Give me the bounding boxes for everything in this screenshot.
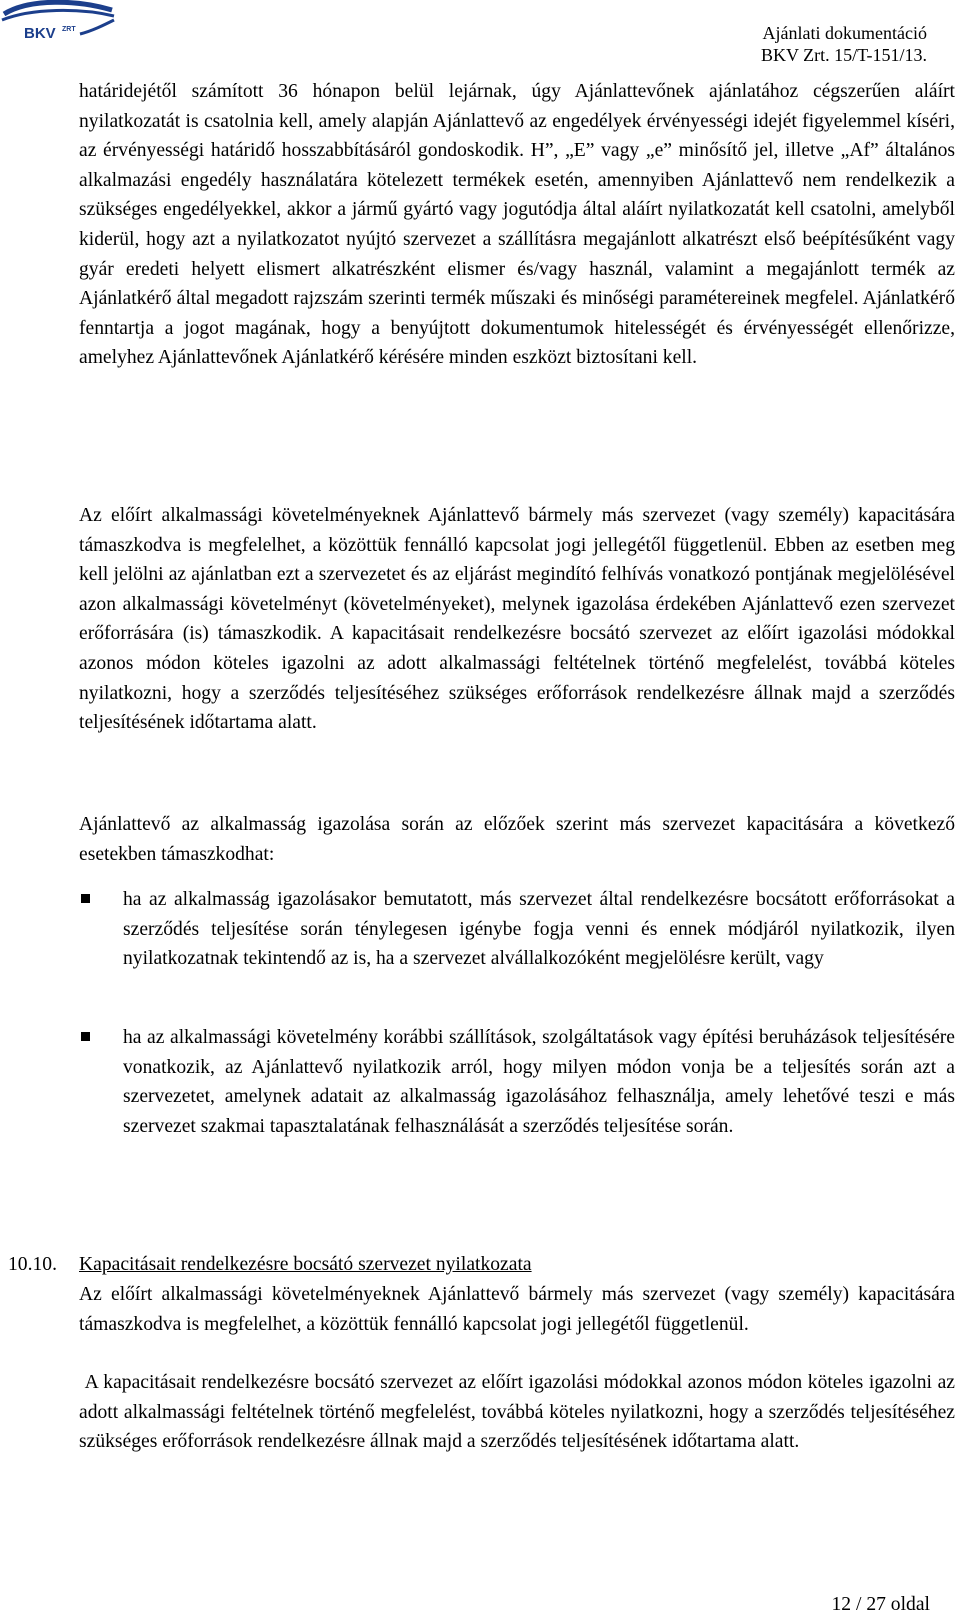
bullet-square-icon bbox=[81, 1032, 90, 1041]
paragraph-cases-intro: Ajánlattevő az alkalmasság igazolása során az előzőek szerint más szervezet kapacitására a következő esetekben támaszkodhat: bbox=[79, 814, 955, 865]
document-title: Ajánlati dokumentáció bbox=[762, 23, 927, 43]
section-heading bbox=[8, 1250, 532, 1280]
paragraph-permits: határidejétől számított 36 hónapon belül lejárnak, úgy Ajánlattevőnek ajánlatához cégszerűen aláírt nyilatkozatát is csatolnia kell, amely alapján Ajánlattevő az engedélyek érvényességi idejét figyelemmel kíséri, az érvényességi határidő hosszabbításáról gondoskodik. H”, „E” vagy „e” minősítő jel, illetve „Af” általános alkalmazási engedély használatára kötelezett termékek esetén, amennyiben Ajánlattevő nem rendelkezik a szükséges engedélyekkel, akkor a jármű gyártó vagy jogutódja által aláírt nyilatkozatát kell csatolni, amelyből kiderül, hogy azt a nyilatkozatot nyújtó szervezet a szállításra megajánlott alkatrészt első beépítésűként vagy gyár eredeti helyett elismert alkatrészként elismer és/vagy használ, valamint a megajánlott termék az Ajánlatkérő által megadott rajzszám szerinti termék műszaki és minőségi paramétereinek megfelel. Ajánlatkérő fenntartja a jogot magának, hogy a benyújtott dokumentumok hitelességét és érvényességét ellenőrizze, amelyhez Ajánlattevőnek Ajánlatkérő kérésére minden eszközt biztosítani kell. bbox=[79, 81, 955, 369]
section-title: Kapacitásait rendelkezésre bocsátó szervezet nyilatkozata bbox=[79, 1254, 532, 1275]
list-item-text: ha az alkalmasság igazolásakor bemutatott, más szervezet által rendelkezésre bocsátott erőforrásokat a szerződés teljesítése során ténylegesen igénybe fogja venni és ennek módjáról nyilatkozik, ilyen nyilatkozatnak tekintendő az is, ha a szervezet alvállalkozóként megjelölésre került, vagy bbox=[123, 889, 955, 970]
section-number: 10.10. bbox=[8, 1254, 57, 1275]
paragraph-section-verification: A kapacitásait rendelkezésre bocsátó szervezet az előírt igazolási módokkal azonos módon köteles igazolni az adott alkalmassági feltételnek történő megfelelést, továbbá köteles nyilatkozni, hogy a szerződés teljesítéséhez szükséges erőforrások rendelkezésre állnak majd a szerződés teljesítésének időtartama alatt. bbox=[79, 1372, 960, 1453]
logo-superscript: ZRT bbox=[62, 26, 76, 33]
page-number: 12 / 27 oldal bbox=[831, 1594, 930, 1615]
paragraph-capacity-reliance: Az előírt alkalmassági követelményeknek Ajánlattevő bármely más szervezet (vagy személy) kapacitására támaszkodva is megfelelhet, a közöttük fennálló kapcsolat jogi jellegétől függetlenül. Ebben az esetben meg kell jelölni az ajánlatban ezt a szervezetet és az eljárást megindító felhívás vonatkozó pontjának megjelölésével azon alkalmassági követelményt (követelményeket), melynek igazolása érdekében Ajánlattevő ezen szervezet erőforrására (is) támaszkodik. A kapacitásait rendelkezésre bocsátó szervezet az előírt igazolási módokkal azonos módon köteles igazolni az adott alkalmassági feltételnek történő megfelelést, továbbá köteles nyilatkozni, hogy a szerződés teljesítéséhez szükséges erőforrások rendelkezésre állnak majd a szerződés teljesítésének időtartama alatt. bbox=[79, 505, 955, 734]
bullet-square-icon bbox=[81, 894, 90, 903]
list-item-text: ha az alkalmassági követelmény korábbi szállítások, szolgáltatások vagy építési beruházások teljesítésére vonatkozik, az Ajánlattevő nyilatkozik arról, hogy milyen módon vonja be a teljesítés során azt a szervezetet, amelynek adatait az alkalmasság igazolásához felhasználja, amely lehetővé teszi e más szervezet szakmai tapasztalatának felhasználását a szerződés teljesítése során. bbox=[123, 1027, 955, 1137]
bkv-logo-icon bbox=[0, 0, 118, 46]
bkv-logo bbox=[0, 0, 118, 46]
logo-text: BKV bbox=[24, 25, 56, 42]
document-header bbox=[761, 22, 927, 66]
document-reference: BKV Zrt. 15/T-151/13. bbox=[760, 45, 927, 65]
paragraph-section-capacity: Az előírt alkalmassági követelményeknek Ajánlattevő bármely más szervezet (vagy személy) kapacitására támaszkodva is megfelelhet, a közöttük fennálló kapcsolat jogi jellegétől függetlenül. bbox=[79, 1284, 955, 1335]
